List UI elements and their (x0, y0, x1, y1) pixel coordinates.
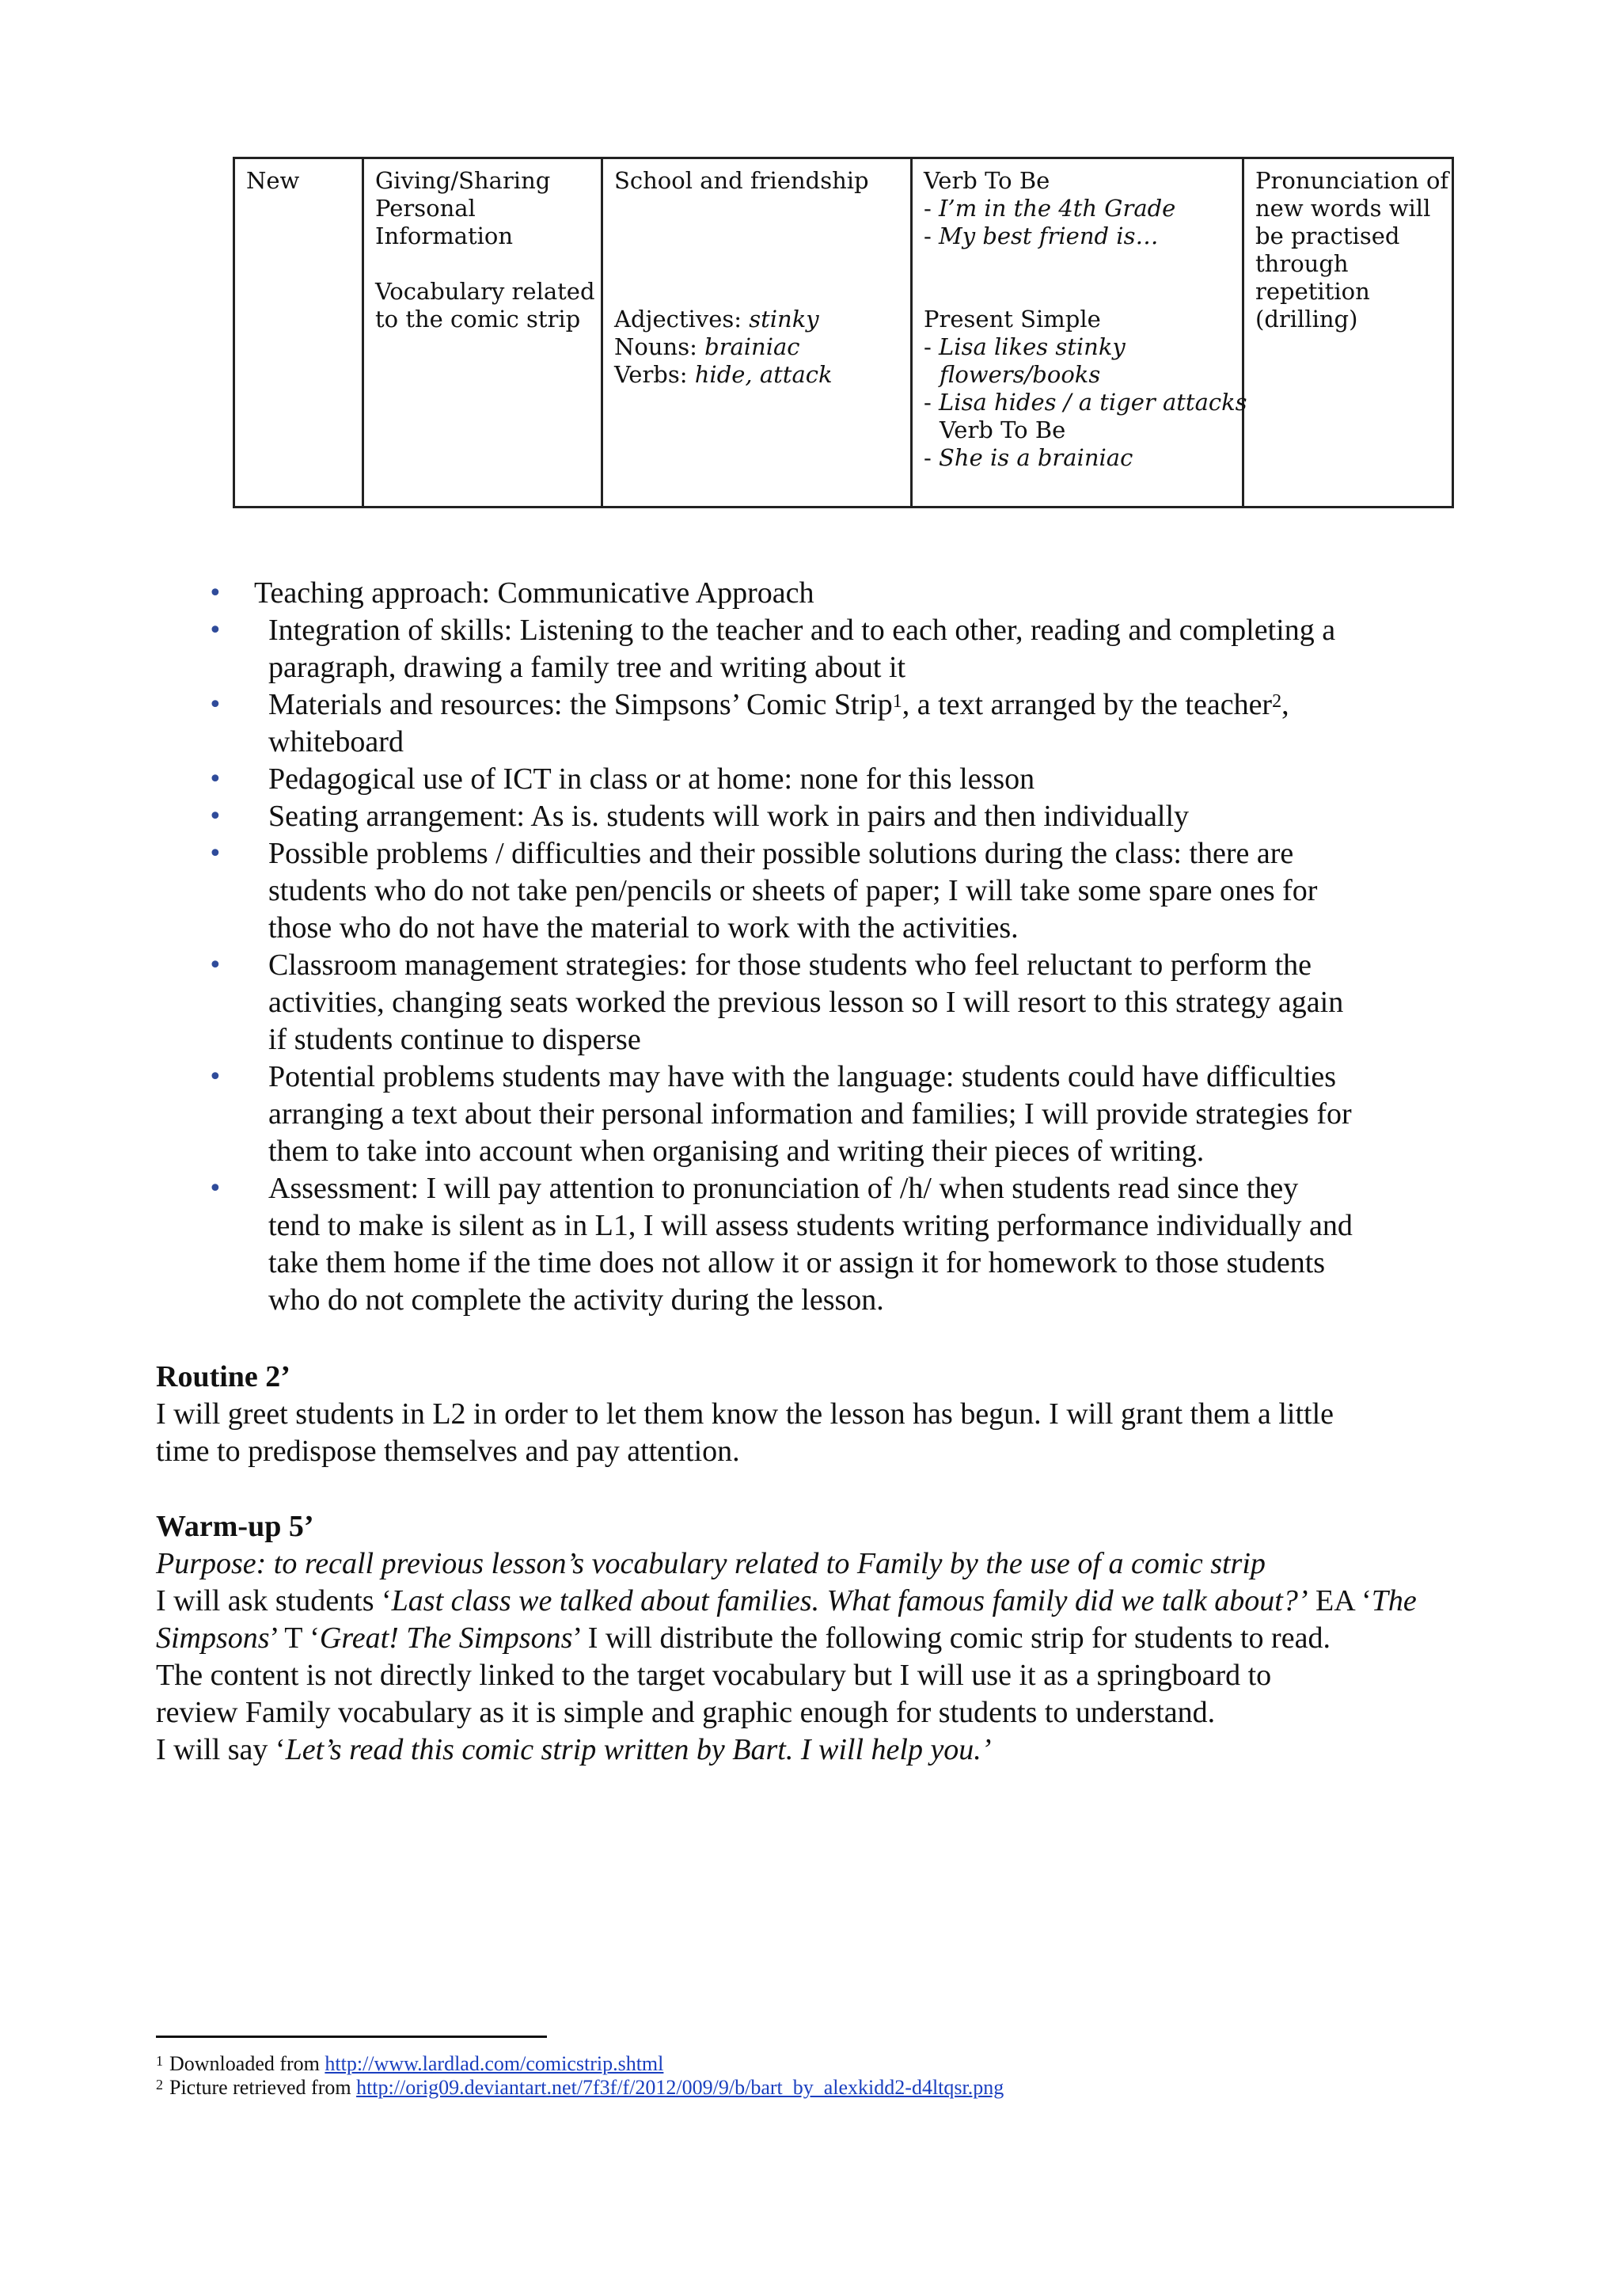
footnote-number: 2 (156, 2077, 163, 2093)
bullet-text: Assessment: I will pay attention to pronunciation of /h/ when students read since they (268, 1172, 1299, 1205)
list-item (202, 835, 1500, 947)
bullet-text: activities, changing seats worked the previous lesson so I will resort to this strategy again (268, 986, 1344, 1019)
bullet-text: Potential problems students may have with the language: students could have difficulties (268, 1060, 1337, 1093)
pronunciation-line: new words will (1255, 195, 1431, 222)
bullet-icon: • (208, 1063, 222, 1091)
bullet-text: take them home if the time does not allow it or assign it for homework to those students (268, 1246, 1326, 1279)
bullet-icon: • (208, 766, 222, 793)
pronunciation-line: repetition (1255, 278, 1370, 305)
list-item (202, 947, 1500, 1059)
list-item (202, 761, 1500, 798)
nouns-line (614, 333, 901, 361)
warmup-quote: Great! The Simpsons (319, 1621, 573, 1655)
lesson-details-list (202, 575, 1500, 1319)
list-item (202, 612, 1500, 686)
footnote-number: 1 (156, 2053, 163, 2069)
bullet-icon: • (208, 1175, 222, 1203)
function-line: to the comic strip (375, 306, 581, 333)
table-cell-pronunciation (1243, 158, 1453, 507)
warmup-quote: Let’s read this comic strip written by Bart. I will help you.’ (285, 1733, 992, 1766)
bullet-text: Integration of skills: Listening to the teacher and to each other, reading and completing a (268, 614, 1336, 647)
bullet-text: , a text arranged by the teacher (902, 688, 1273, 721)
verbs-label: Verbs: (614, 361, 695, 388)
warmup-quote: Simpsons (156, 1621, 270, 1655)
footnote-text: Downloaded from (169, 2052, 325, 2075)
example-text: I’m in the 4th Grade (939, 195, 1176, 222)
routine-heading: Routine 2’ (156, 1360, 290, 1393)
bullet-text: those who do not have the material to work with the activities. (268, 911, 1019, 945)
list-item (202, 1059, 1500, 1170)
table-cell-function (363, 158, 602, 507)
structure-title: Verb To Be (924, 167, 1050, 194)
bullet-text: paragraph, drawing a family tree and writing about it (268, 651, 906, 684)
verbs-value: hide, attack (694, 361, 833, 388)
example-text: She is a brainiac (939, 444, 1133, 471)
bullet-text: them to take into account when organising and writing their pieces of writing. (268, 1135, 1205, 1168)
warmup-heading: Warm-up 5’ (156, 1510, 314, 1543)
list-item (202, 798, 1500, 835)
warmup-text: ’ T ‘ (269, 1621, 320, 1655)
footnote-link[interactable]: http://www.lardlad.com/comicstrip.shtml (325, 2052, 664, 2075)
example-text: Lisa hides / a tiger attacks (939, 389, 1247, 416)
warmup-text: I will say ‘ (156, 1733, 286, 1766)
footnote-2 (156, 2076, 1004, 2100)
nouns-value: brainiac (704, 333, 800, 360)
bullet-text: who do not complete the activity during the lesson. (268, 1283, 884, 1317)
bullet-text: Teaching approach: Communicative Approach (254, 576, 814, 610)
adjectives-label: Adjectives: (614, 306, 750, 333)
bullet-text: , (1281, 688, 1289, 721)
warmup-text: ’ I will distribute the following comic strip for students to read. (572, 1621, 1331, 1655)
bullet-icon: • (208, 580, 222, 607)
footnote-link[interactable]: http://orig09.deviantart.net/7f3f/f/2012/009/9/b/bart_by_alexkidd2-d4ltqsr.png (356, 2076, 1004, 2099)
table-cell-vocabulary (602, 158, 912, 507)
pronunciation-line: Pronunciation of (1255, 167, 1449, 194)
function-line: Information (375, 222, 514, 249)
lesson-plan-table (233, 157, 1454, 508)
bullet-text: Materials and resources: the Simpsons’ Comic Strip (268, 688, 893, 721)
structure-example: - My best friend is… (924, 222, 1159, 249)
bullet-icon: • (208, 691, 222, 719)
adjectives-line (614, 306, 901, 333)
warmup-purpose: Purpose: to recall previous lesson’s vocabulary related to Family by the use of a comic strip (156, 1547, 1266, 1580)
function-line: Personal (375, 195, 476, 222)
bullet-text: students who do not take pen/pencils or sheets of paper; I will take some spare ones for (268, 874, 1318, 907)
list-item (202, 686, 1500, 761)
pronunciation-line: (drilling) (1255, 306, 1358, 333)
warmup-text: I will ask students ‘ (156, 1584, 392, 1617)
structure-example: - Lisa hides / a tiger attacks (924, 389, 1247, 416)
warmup-text: EA ‘ (1308, 1584, 1372, 1617)
footnote-ref: 1 (892, 691, 902, 712)
footnotes (156, 2052, 1004, 2100)
warmup-text: review Family vocabulary as it is simple and graphic enough for students to understand. (156, 1696, 1216, 1729)
table-cell-structures (912, 158, 1247, 507)
bullet-icon: • (208, 617, 222, 644)
routine-section (156, 1359, 1494, 1470)
example-text: My best friend is… (939, 222, 1159, 249)
structure-example: - Lisa likes stinky (924, 333, 1126, 360)
bullet-text: Possible problems / difficulties and their possible solutions during the class: there are (268, 837, 1294, 870)
bullet-text: whiteboard (268, 725, 404, 758)
list-item (202, 575, 1500, 612)
warmup-text: The content is not directly linked to the target vocabulary but I will use it as a springboard to (156, 1659, 1272, 1692)
function-line: Vocabulary related (375, 278, 595, 305)
routine-text: I will greet students in L2 in order to let them know the lesson has begun. I will grant them a little (156, 1397, 1334, 1431)
structure-example: - She is a brainiac (924, 444, 1133, 471)
bullet-text: Classroom management strategies: for those students who feel reluctant to perform the (268, 948, 1312, 982)
vocabulary-title: School and friendship (614, 167, 869, 194)
structure-example (924, 361, 1232, 389)
bullet-text: arranging a text about their personal information and families; I will provide strategies for (268, 1097, 1352, 1131)
bullet-text: tend to make is silent as in L1, I will assess students writing performance individually and (268, 1209, 1353, 1242)
footnote-1 (156, 2052, 1004, 2076)
example-text: flowers/books (940, 361, 1101, 388)
bullet-icon: • (208, 952, 222, 979)
stage-text: New (246, 167, 300, 194)
adjectives-value: stinky (749, 306, 819, 333)
bullet-icon: • (208, 803, 222, 831)
structure-example: - I’m in the 4th Grade (924, 195, 1176, 222)
bullet-icon: • (208, 840, 222, 868)
bullet-text: Pedagogical use of ICT in class or at home: none for this lesson (268, 762, 1035, 796)
pronunciation-line: be practised (1255, 222, 1400, 249)
example-text: Lisa likes stinky (939, 333, 1126, 360)
warmup-quote: Last class we talked about families. What famous family did we talk about?’ (391, 1584, 1308, 1617)
structure-title: Present Simple (924, 306, 1101, 333)
bullet-text: Seating arrangement: As is. students will work in pairs and then individually (268, 800, 1190, 833)
function-line: Giving/Sharing (375, 167, 551, 194)
warmup-section (156, 1508, 1494, 1769)
routine-text: time to predispose themselves and pay attention. (156, 1435, 740, 1468)
verbs-line (614, 361, 901, 389)
table-cell-stage (234, 158, 363, 507)
table-row (234, 158, 1453, 507)
list-item (202, 1170, 1500, 1319)
structure-title: Verb To Be (940, 416, 1066, 443)
bullet-text: if students continue to disperse (268, 1023, 641, 1056)
footnote-ref: 2 (1272, 691, 1282, 712)
pronunciation-line: through (1255, 250, 1349, 277)
nouns-label: Nouns: (614, 333, 705, 360)
footnote-divider (156, 2036, 547, 2038)
footnote-text: Picture retrieved from (169, 2076, 357, 2099)
warmup-quote: The (1371, 1584, 1417, 1617)
